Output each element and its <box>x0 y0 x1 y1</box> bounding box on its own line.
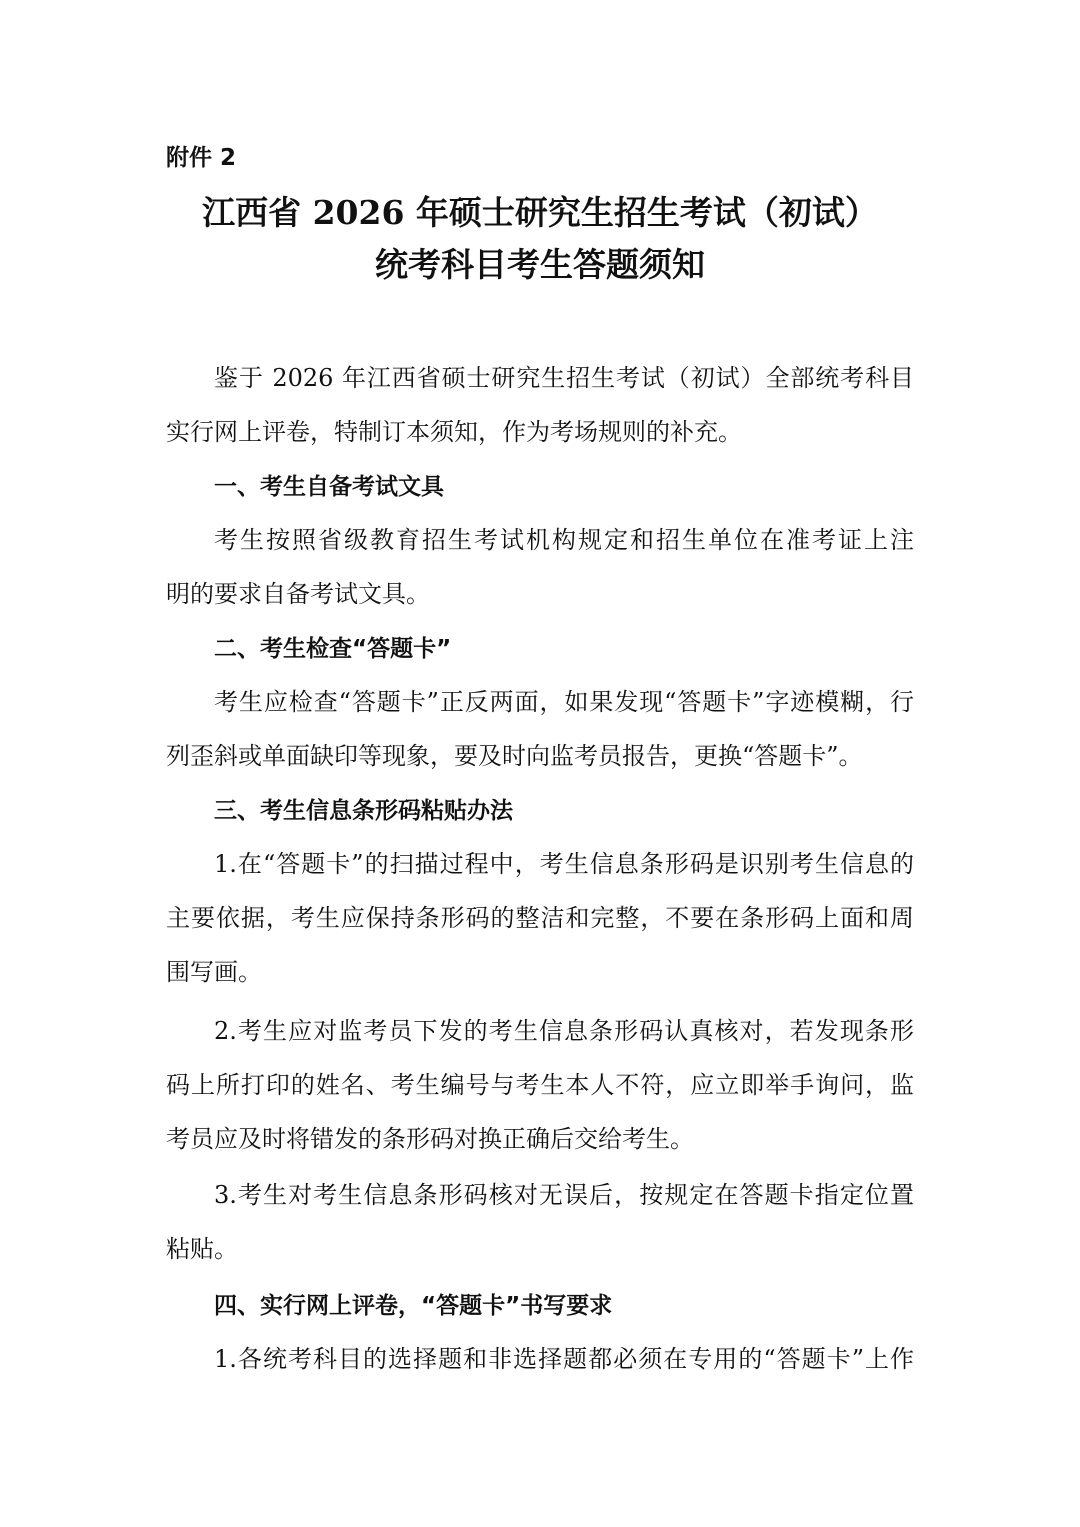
paragraph-line: 列歪斜或单面缺印等现象，要及时向监考员报告，更换“答题卡”。 <box>166 742 863 770</box>
intro-line: 鉴于 2026 年江西省硕士研究生招生考试（初试）全部统考科目 <box>214 364 914 392</box>
paragraph-line: 码上所打印的姓名、考生编号与考生本人不符，应立即举手询问，监 <box>166 1071 914 1099</box>
intro-line: 实行网上评卷，特制订本须知，作为考场规则的补充。 <box>166 418 742 446</box>
document-title-line-2: 统考科目考生答题须知 <box>375 245 705 284</box>
paragraph-line: 主要依据，考生应保持条形码的整洁和完整，不要在条形码上面和周 <box>166 904 914 932</box>
paragraph-line: 围写画。 <box>166 958 262 986</box>
paragraph-line: 考生按照省级教育招生考试机构规定和招生单位在准考证上注 <box>214 526 914 554</box>
paragraph-line: 1.在“答题卡”的扫描过程中，考生信息条形码是识别考生信息的 <box>214 850 914 878</box>
attachment-label: 附件 2 <box>166 145 237 171</box>
section-heading-3: 三、考生信息条形码粘贴办法 <box>214 798 513 824</box>
paragraph-line: 3.考生对考生信息条形码核对无误后，按规定在答题卡指定位置 <box>214 1181 914 1209</box>
section-heading-4: 四、实行网上评卷，“答题卡”书写要求 <box>214 1293 613 1319</box>
section-heading-2: 二、考生检查“答题卡” <box>214 636 452 662</box>
paragraph-line: 考员应及时将错发的条形码对换正确后交给考生。 <box>166 1125 694 1153</box>
paragraph-line: 粘贴。 <box>166 1235 238 1263</box>
paragraph-line: 2.考生应对监考员下发的考生信息条形码认真核对，若发现条形 <box>214 1017 914 1045</box>
paragraph-line: 考生应检查“答题卡”正反两面，如果发现“答题卡”字迹模糊，行 <box>214 688 914 716</box>
paragraph-line: 1.各统考科目的选择题和非选择题都必须在专用的“答题卡”上作 <box>214 1345 914 1373</box>
document-title-line-1: 江西省 2026 年硕士研究生招生考试（初试） <box>202 193 878 232</box>
paragraph-line: 明的要求自备考试文具。 <box>166 580 430 608</box>
section-heading-1: 一、考生自备考试文具 <box>214 474 444 500</box>
